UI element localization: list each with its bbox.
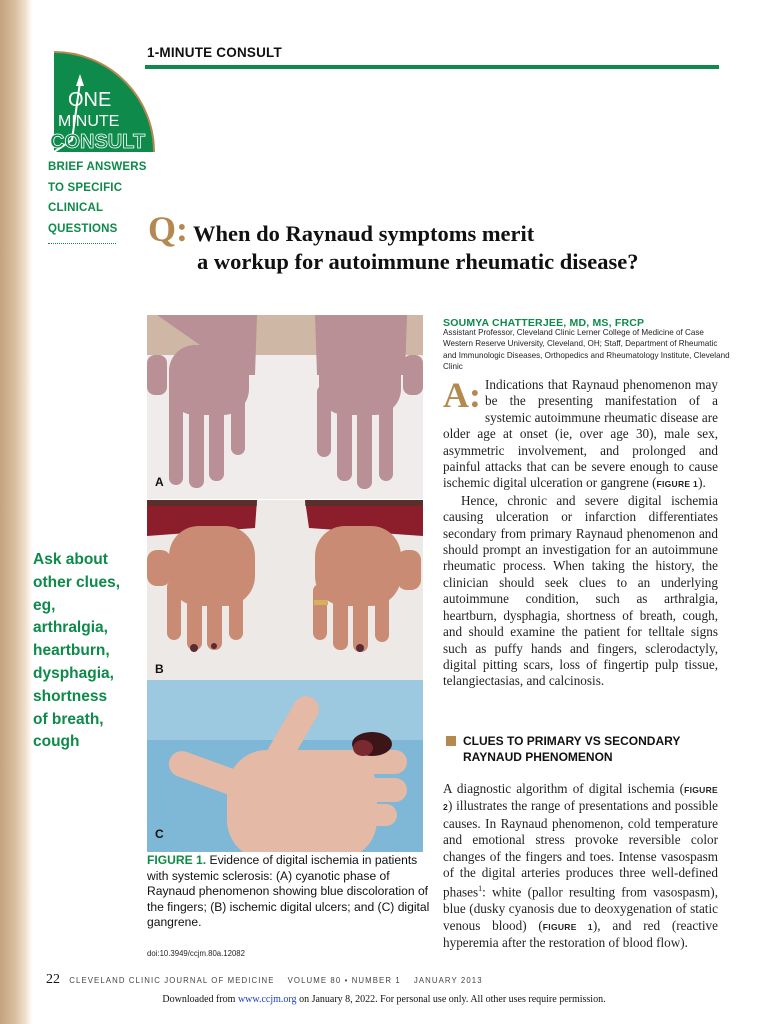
answer-mark-letter: A: [443,375,481,415]
question-mark-letter: Q: [148,209,188,249]
brief-line: BRIEF ANSWERS [48,161,147,173]
volume: VOLUME 80 [287,976,342,985]
footer-bullet: • [344,976,349,985]
subsection-heading: CLUES TO PRIMARY VS SECONDARY RAYNAUD PHENOMENON [446,733,716,765]
figure-reference: FIGURE 1 [542,921,593,932]
figure-caption [147,853,432,931]
figure-reference: FIGURE 1 [656,479,699,490]
figure-photo-b [147,500,423,680]
download-notice: Downloaded from www.ccjm.org on January 8, 2022. For personal use only. All other uses require permission. [162,994,606,1005]
issue-number: NUMBER 1 [351,976,401,985]
brief-answers-tagline [48,157,148,239]
logo-text-consult: CONSULT [50,131,146,153]
doi-text: doi:10.3949/ccjm.80a.12082 [147,949,245,958]
figure-caption-text: Evidence of digital ischemia in patients with systemic sclerosis: (A) cyanotic phase of Raynaud phenomenon showing blue discoloration of the fingers; (B) ischemic digital ulcers; and (C) digital gangrene. [147,853,430,929]
question-title [193,220,753,276]
figure-photo-c [147,680,423,852]
heading-square-bullet [446,736,456,746]
page-number: 22 [46,972,60,987]
figure-panel-label: B [155,662,164,676]
answer-text [443,377,718,690]
pull-quote: Ask about other clues, eg, arthralgia, heartburn, dysphagia, shortness of breath, cough [33,551,120,751]
ccjm-link[interactable]: www.ccjm.org [237,994,297,1005]
brief-line: CLINICAL [48,202,104,214]
author-affiliation: Assistant Professor, Cleveland Clinic Lerner College of Medicine of Case Western Reserve University, Cleveland, OH; Staff, Department of Rheumatic and Immunologic Diseases, Orthopedics and Rheumatology Institute, Cleveland Clinic [443,328,730,372]
figure-caption-label: FIGURE 1. [147,853,207,867]
section-label: 1-MINUTE CONSULT [147,45,282,60]
logo-text-minute: MINUTE [58,113,120,130]
figure-reference: FIGURE 2 [443,785,718,813]
question-line-1: When do Raynaud symptoms merit [193,221,535,246]
page-footer [46,972,726,988]
journal-name: CLEVELAND CLINIC JOURNAL OF MEDICINE [69,976,275,985]
question-line-2: a workup for autoimmune rheumatic disease? [197,249,639,274]
brief-line: QUESTIONS [48,222,118,235]
issue-date: JANUARY 2013 [413,976,483,985]
answer-paragraph-1: A: Indications that Raynaud phenomenon may be the presenting manifestation of a systemic autoimmune rheumatic disease are older age at onset (ie, over age 30), male sex, asymmetric involvement, and prolonged and painful attacks that can be severe enough to cause ischemic digital ulceration or gangrene (FIGURE 1). [443,375,718,491]
figure-panel-label: A [155,475,164,489]
figure-panel-label: C [155,827,164,841]
figure-photo-a [147,315,423,499]
answer-paragraph-2: Hence, chronic and severe digital ischemia causing ulceration or infarction differentiates secondary from primary Raynaud phenomenon and should prompt an investigation for an autoimmune rheumatic process. When taking the history, the clinician should seek clues to an underlying autoimmune condition, such as arthralgia, heartburn, dysphagia, shortness of breath, cough, and should examine the patient for telltale signs such as puffy hands and fingers, sclerodactyly, digital pitting scars, loss of fingertip pulp tissue, telangiectasias, and calcinosis. [443,492,718,689]
page-margin-band [0,0,32,1024]
header-rule [145,65,719,69]
one-minute-consult-logo [46,44,168,156]
logo-text-one: ONE [68,89,112,111]
subsection-text [443,781,718,951]
author-name: SOUMYA CHATTERJEE, MD, MS, FRCP [443,317,645,329]
brief-line: TO SPECIFIC [48,181,123,194]
dotted-divider [48,243,116,244]
subsection-paragraph: A diagnostic algorithm of digital ischemia (FIGURE 2) illustrates the range of presentations and possible causes. In Raynaud phenomenon, cold temperature and emotional stress provoke reversible color changes of the fingers and toes. Intense vasospasm of the digital arteries produces three well-defined phases$^1$: white (pallor resulting from vasospasm), blue (dusky cyanosis due to deoxygenation of static venous blood) (FIGURE 1), and red (reactive hyperemia after the restoration of blood flow). [443,781,718,951]
